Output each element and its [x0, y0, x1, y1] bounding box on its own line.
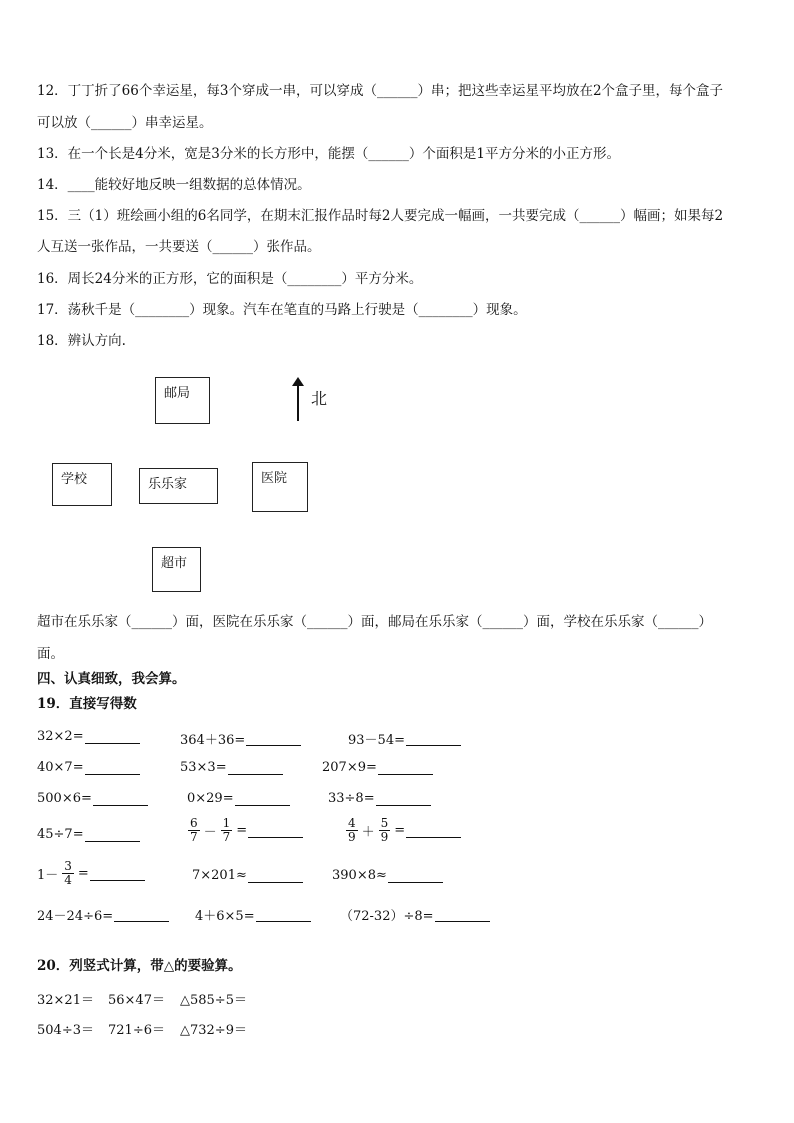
- answer-blank[interactable]: [378, 760, 433, 775]
- answer-blank[interactable]: [93, 791, 148, 806]
- vertical-b3: △732÷9＝: [180, 1023, 247, 1038]
- answer-blank[interactable]: [248, 868, 303, 883]
- fraction: $\frac{3}{4}$: [64, 859, 72, 887]
- calc-r5c1: 1－ $\frac{3}{4}$ =: [37, 860, 145, 887]
- supermarket-label: 超市: [161, 556, 188, 571]
- lele-home-label: 乐乐家: [148, 477, 188, 492]
- calc-r6c3: （72-32）÷8=: [340, 905, 490, 924]
- answer-blank[interactable]: [228, 760, 283, 775]
- school-box: [52, 463, 112, 506]
- q12-line2: 可以放（______）串幸运星。: [37, 115, 213, 131]
- answer-blank[interactable]: [376, 791, 431, 806]
- q18-title: 18．辨认方向.: [37, 333, 126, 349]
- answer-blank[interactable]: [406, 823, 461, 838]
- q20-title: 20．列竖式计算，带△的要验算。: [37, 958, 242, 974]
- answer-blank[interactable]: [235, 791, 290, 806]
- fraction: $\frac{6}{7}$: [190, 816, 198, 844]
- north-label: 北: [311, 389, 328, 408]
- north-arrow-shaft: [297, 385, 299, 421]
- fraction: $\frac{4}{9}$: [348, 816, 356, 844]
- post-office-label: 邮局: [164, 386, 191, 401]
- calc-r6c2: 4＋6×5=: [195, 905, 311, 924]
- calc-r6c1: 24－24÷6=: [37, 905, 169, 924]
- calc-r2c2: 53×3=: [180, 760, 283, 775]
- vertical-b1: 504÷3＝: [37, 1023, 94, 1038]
- calc-r4c3: $\frac{4}{9}$ ＋ $\frac{5}{9}$ =: [342, 817, 461, 844]
- answer-blank[interactable]: [85, 760, 140, 775]
- calc-r1c1: 32×2=: [37, 729, 140, 744]
- q17: 17．荡秋千是（________）现象。汽车在笔直的马路上行驶是（________）现象。: [37, 302, 527, 318]
- calc-r5c3: 390×8≈: [332, 868, 443, 883]
- calc-r4c2: $\frac{6}{7}$ － $\frac{1}{7}$ =: [184, 817, 303, 844]
- calc-r2c1: 40×7=: [37, 760, 140, 775]
- answer-blank[interactable]: [246, 731, 301, 746]
- fraction: $\frac{5}{9}$: [380, 816, 389, 844]
- answer-blank[interactable]: [85, 827, 140, 842]
- hospital-label: 医院: [261, 471, 288, 486]
- answer-blank[interactable]: [85, 729, 140, 744]
- answer-blank[interactable]: [406, 731, 461, 746]
- q13: 13．在一个长是4分米，宽是3分米的长方形中，能摆（______）个面积是1平方分米的小正方形。: [37, 146, 620, 162]
- post-office-box: [155, 377, 210, 424]
- q15-line2: 人互送一张作品，一共要送（______）张作品。: [37, 239, 321, 255]
- calc-r3c2: 0×29=: [187, 791, 290, 806]
- vertical-a3: △585÷5＝: [180, 993, 247, 1008]
- fraction: $\frac{1}{7}$: [222, 816, 231, 844]
- calc-r2c3: 207×9=: [322, 760, 433, 775]
- calc-r3c1: 500×6=: [37, 791, 148, 806]
- q18-answer-line2: 面。: [37, 646, 64, 662]
- vertical-a1: 32×21＝: [37, 993, 94, 1008]
- calc-r3c3: 33÷8=: [328, 791, 431, 806]
- q16: 16．周长24分米的正方形，它的面积是（________）平方分米。: [37, 271, 423, 287]
- school-label: 学校: [61, 472, 88, 487]
- answer-blank[interactable]: [388, 868, 443, 883]
- supermarket-box: [152, 547, 201, 592]
- calc-r1c2: 364＋36=: [180, 729, 301, 748]
- answer-blank[interactable]: [248, 823, 303, 838]
- answer-blank[interactable]: [90, 866, 145, 881]
- q18-answer-line1: 超市在乐乐家（______）面，医院在乐乐家（______）面，邮局在乐乐家（______）面，学校在乐乐家（______）: [37, 614, 712, 630]
- lele-home-box: [139, 468, 218, 504]
- q14: 14．____能较好地反映一组数据的总体情况。: [37, 177, 311, 193]
- answer-blank[interactable]: [256, 907, 311, 922]
- calc-r1c3: 93－54=: [348, 729, 461, 748]
- section4-title: 四、认真细致，我会算。: [37, 671, 186, 687]
- q12-line1: 12．丁丁折了66个幸运星，每3个穿成一串，可以穿成（______）串；把这些幸运星平均放在2个盒子里，每个盒子: [37, 83, 724, 99]
- vertical-b2: 721÷6＝: [108, 1023, 165, 1038]
- calc-r5c2: 7×201≈: [192, 868, 303, 883]
- vertical-a2: 56×47＝: [108, 993, 165, 1008]
- answer-blank[interactable]: [114, 907, 169, 922]
- q19-title: 19．直接写得数: [37, 696, 137, 712]
- answer-blank[interactable]: [435, 907, 490, 922]
- q15-line1: 15．三（1）班绘画小组的6名同学，在期末汇报作品时每2人要完成一幅画，一共要完成（______）幅画；如果每2: [37, 208, 724, 224]
- hospital-box: [252, 462, 308, 512]
- calc-r4c1: 45÷7=: [37, 827, 140, 842]
